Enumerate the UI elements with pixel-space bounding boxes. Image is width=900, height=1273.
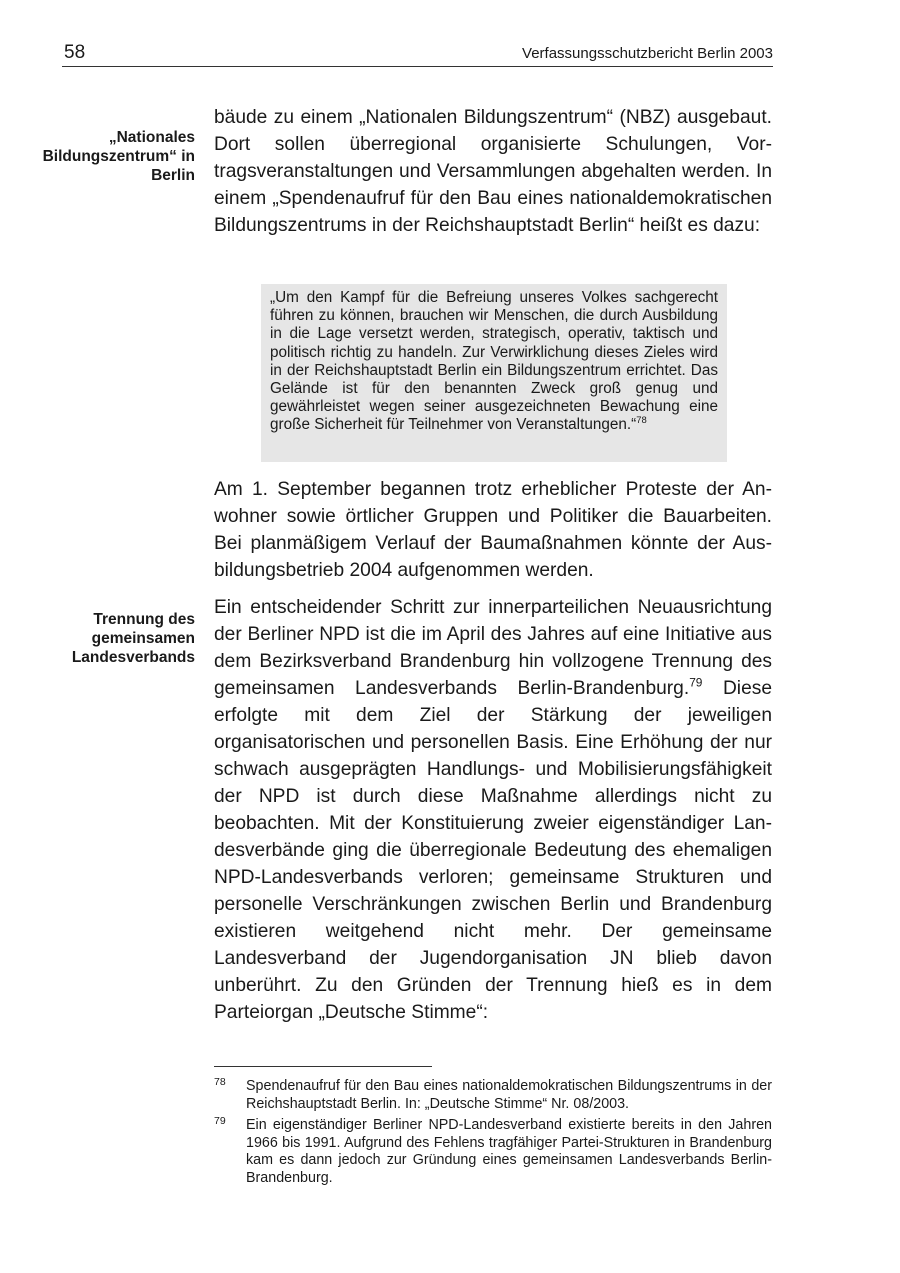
running-title: Verfassungsschutzbericht Berlin 2003 xyxy=(522,45,773,62)
page-header xyxy=(62,38,773,67)
quote-text xyxy=(270,289,718,435)
margin-note-trennung: Trennung des gemeinsamen Landesverbands xyxy=(71,611,195,666)
footnote-text: Ein eigenständiger Berliner NPD-Landesverband existierte bereits in den Jahren 1966 bis 1991. Aufgrund des Fehlens tragfähiger Partei-Strukturen in Brandenburg kam es dann jedoch zur Gründung eines gemeinsamen Landesverbands Berlin-Brandenburg. xyxy=(246,1117,772,1186)
footnote-79 xyxy=(214,1117,772,1187)
footnote-divider xyxy=(214,1066,432,1067)
paragraph-trennung-part2: Diese erfolgte mit dem Ziel der Stärkung der jeweiligen organisatorischen und personellen Basis. Eine Erhöhung der nur schwach ausgeprägten Handlungs- und Mobilisierungsfähigkeit der NPD ist durch diese Maßnahme allerdings nicht zu beobachten. Mit der Konstituierung zweier eigenständiger Landesverbände ging die überregionale Bedeutung des ehemaligen NPD-Landesverbands verloren; gemeinsame Strukturen und personelle Verschränkungen zwischen Berlin und Brandenburg existieren weitgehend nicht mehr. Der gemeinsame Landesverband der Jugendorganisation JN blieb davon unberührt. Zu den Gründen der Trennung hieß es in dem Parteiorgan „Deutsche Stimme“: xyxy=(214,678,773,1023)
paragraph-trennung-part1: Ein entscheidender Schritt zur innerparteilichen Neuausrichtung der Berliner NPD ist die im April des Jahres auf eine Initiative aus dem Bezirksverband Brandenburg hin vollzogene Trennung des gemeinsamen Landesverbands Berlin-Brandenburg. xyxy=(214,597,772,699)
paragraph-trennung xyxy=(214,594,772,1026)
footnote-number: 79 xyxy=(214,1115,226,1127)
margin-note-nbz: „Nationales Bildungszentrum“ in Berlin xyxy=(42,129,195,184)
footnote-text: Spendenaufruf für den Bau eines nationaldemokratischen Bildungszentrums in der Reichshauptstadt Berlin. In: „Deutsche Stimme“ Nr. 08/2003. xyxy=(246,1078,772,1112)
footnote-78 xyxy=(214,1078,772,1113)
paragraph-construction: Am 1. September begannen trotz erheblicher Proteste der Anwohner sowie örtlicher Gruppen und Politiker die Bauarbeiten. Bei planmäßigem Verlauf der Baumaßnahmen könnte der Ausbildungsbetrieb 2004 aufgenommen werden. xyxy=(214,479,772,581)
footnote-ref-79: 79 xyxy=(689,675,703,690)
footnote-number: 78 xyxy=(214,1076,226,1088)
quote-body: „Um den Kampf für die Befreiung unseres Volkes sachgerecht führen zu können, brauchen wir Menschen, die durch Ausbildung in die Lage versetzt werden, strategisch, operativ, taktisch und politisch richtig zu handeln. Zur Verwirklichung dieses Zieles wird in der Reichshauptstadt Berlin ein Bildungszentrum errichtet. Das Gelände ist für den benannten Zweck groß genug und gewährleistet wegen seiner ausgezeichneten Bewachung eine große Sicherheit für Teilnehmer von Veranstaltungen.“ xyxy=(270,289,718,434)
quote-box xyxy=(261,284,727,462)
paragraph-nbz-intro: bäude zu einem „Nationalen Bildungszentrum“ (NBZ) ausgebaut. Dort sollen überregional organisierte Schulungen, Vortragsveranstaltungen und Versammlungen abgehalten werden. In einem „Spendenaufruf für den Bau eines nationaldemokratischen Bildungszentrums in der Reichshauptstadt Berlin“ heißt es dazu: xyxy=(214,107,772,236)
page-number: 58 xyxy=(64,42,86,63)
footnote-ref-78: 78 xyxy=(636,415,647,427)
